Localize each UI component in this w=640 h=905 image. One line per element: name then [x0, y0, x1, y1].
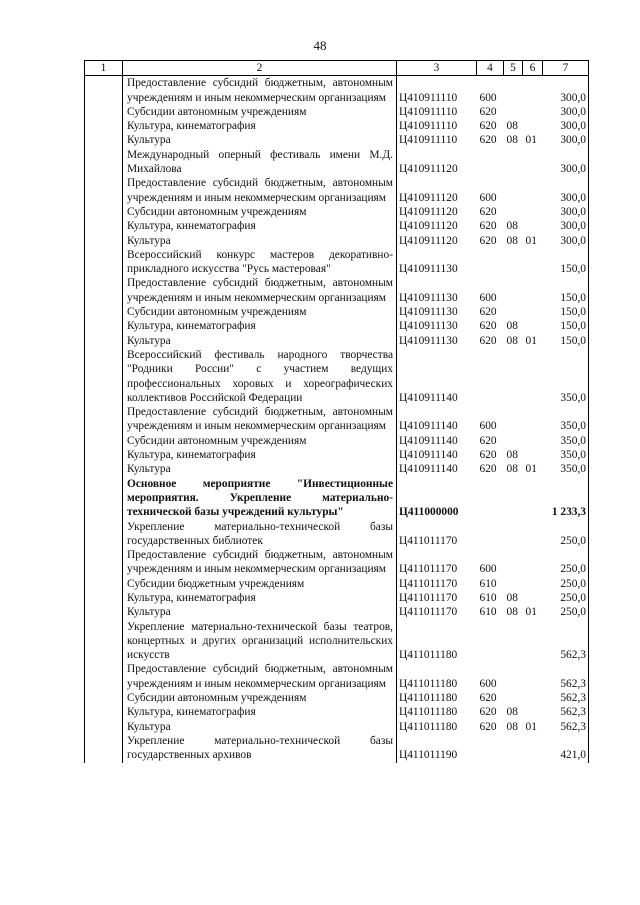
cell-col-1 — [85, 462, 123, 476]
cell-name: Культура, кинематография — [123, 591, 397, 605]
cell-sum: 300,0 — [543, 234, 589, 248]
cell-col-6: 01 — [525, 134, 537, 147]
cell-col-5 — [504, 248, 523, 277]
cell-col-6 — [523, 276, 543, 305]
table-row — [85, 119, 589, 133]
cell-col-4: 620 — [479, 220, 497, 233]
cell-col-5: 08 — [506, 220, 518, 233]
cell-col-4 — [477, 477, 504, 520]
cell-code: Ц411011180 — [399, 706, 458, 719]
cell-name: Культура, кинематография — [123, 319, 397, 333]
cell-col-1 — [85, 720, 123, 734]
cell-code: Ц410911110 — [399, 134, 458, 147]
cell-col-6 — [523, 148, 543, 177]
cell-col-5: 08 — [506, 591, 518, 604]
table-row — [85, 620, 589, 663]
cell-col-5: 08 — [506, 449, 518, 462]
cell-col-6 — [523, 620, 543, 663]
cell-col-6 — [523, 319, 543, 333]
cell-code: Ц410911140 — [399, 420, 458, 433]
cell-col-1 — [85, 691, 123, 705]
cell-code: Ц410911110 — [399, 91, 458, 104]
header-col-2: 2 — [123, 61, 397, 76]
cell-sum: 421,0 — [543, 734, 589, 763]
cell-col-6: 01 — [525, 334, 537, 347]
cell-code: Ц411011180 — [399, 692, 458, 705]
cell-col-4 — [477, 248, 504, 277]
table-row — [85, 219, 589, 233]
cell-col-5: 08 — [506, 120, 518, 133]
cell-col-6 — [523, 348, 543, 405]
cell-col-6 — [523, 434, 543, 448]
cell-sum: 562,3 — [543, 620, 589, 663]
table-row — [85, 734, 589, 763]
table-row — [85, 591, 589, 605]
cell-sum: 350,0 — [543, 462, 589, 476]
cell-name: Укрепление материально-технической базы государственных библиотек — [123, 520, 397, 549]
cell-col-1 — [85, 662, 123, 691]
cell-col-6 — [523, 477, 543, 520]
cell-col-5 — [504, 662, 523, 691]
table-row — [85, 305, 589, 319]
cell-sum: 250,0 — [543, 520, 589, 549]
cell-col-1 — [85, 477, 123, 520]
cell-name: Культура, кинематография — [123, 705, 397, 719]
page-number: 48 — [313, 38, 327, 53]
cell-sum: 562,3 — [543, 662, 589, 691]
cell-col-5 — [504, 520, 523, 549]
cell-sum: 150,0 — [543, 319, 589, 333]
cell-col-5 — [504, 577, 523, 591]
table-row — [85, 434, 589, 448]
cell-code: Ц410911120 — [399, 163, 458, 176]
cell-sum: 150,0 — [543, 305, 589, 319]
cell-col-1 — [85, 248, 123, 277]
cell-col-5: 08 — [506, 606, 518, 619]
cell-sum: 300,0 — [543, 219, 589, 233]
cell-col-5: 08 — [506, 720, 518, 733]
table-row — [85, 577, 589, 591]
cell-col-1 — [85, 76, 123, 105]
table-row — [85, 205, 589, 219]
cell-col-6 — [523, 76, 543, 105]
cell-name: Предоставление субсидий бюджетным, автономным учреждениям и иным некоммерческим организациям — [123, 176, 397, 205]
cell-col-5 — [504, 76, 523, 105]
cell-sum: 300,0 — [543, 105, 589, 119]
cell-col-1 — [85, 234, 123, 248]
cell-col-1 — [85, 276, 123, 305]
cell-sum: 350,0 — [543, 348, 589, 405]
cell-name: Культура — [123, 605, 397, 619]
cell-name: Культура, кинематография — [123, 219, 397, 233]
cell-code: Ц411011170 — [399, 563, 458, 576]
cell-col-5 — [504, 434, 523, 448]
cell-sum: 562,3 — [543, 705, 589, 719]
cell-sum: 150,0 — [543, 248, 589, 277]
table-row — [85, 319, 589, 333]
header-col-6: 6 — [523, 61, 543, 76]
cell-col-1 — [85, 434, 123, 448]
cell-name: Всероссийский фестиваль народного творчества "Родники России" с участием ведущих профессиональных хоровых и хореографических коллективов Российской Федерации — [123, 348, 397, 405]
cell-col-5: 08 — [506, 463, 518, 476]
cell-col-5 — [504, 548, 523, 577]
cell-name: Субсидии автономным учреждениям — [123, 205, 397, 219]
table-row — [85, 76, 589, 105]
cell-col-1 — [85, 334, 123, 348]
table-row — [85, 691, 589, 705]
cell-sum: 300,0 — [543, 119, 589, 133]
cell-col-5 — [504, 691, 523, 705]
cell-sum: 150,0 — [543, 276, 589, 305]
table-row — [85, 548, 589, 577]
cell-col-4 — [477, 148, 504, 177]
cell-col-1 — [85, 620, 123, 663]
cell-col-4: 620 — [479, 334, 497, 347]
cell-name: Предоставление субсидий бюджетным, автономным учреждениям и иным некоммерческим организациям — [123, 276, 397, 305]
cell-col-4: 600 — [479, 291, 497, 304]
cell-col-1 — [85, 205, 123, 219]
cell-name: Предоставление субсидий бюджетным, автономным учреждениям и иным некоммерческим организациям — [123, 548, 397, 577]
cell-name: Укрепление материально-технической базы театров, концертных и других организаций исполнительских искусств — [123, 620, 397, 663]
cell-col-4: 600 — [479, 91, 497, 104]
cell-col-5: 08 — [506, 134, 518, 147]
cell-code: Ц410911140 — [399, 449, 458, 462]
cell-col-4: 620 — [479, 120, 497, 133]
cell-name: Предоставление субсидий бюджетным, автономным учреждениям и иным некоммерческим организациям — [123, 662, 397, 691]
cell-col-4: 620 — [479, 449, 497, 462]
cell-col-1 — [85, 105, 123, 119]
cell-col-1 — [85, 119, 123, 133]
cell-col-5 — [504, 176, 523, 205]
cell-col-1 — [85, 734, 123, 763]
cell-col-5: 08 — [506, 234, 518, 247]
cell-col-4: 620 — [479, 434, 497, 447]
cell-sum: 350,0 — [543, 434, 589, 448]
cell-col-5 — [504, 734, 523, 763]
cell-sum: 300,0 — [543, 205, 589, 219]
cell-name: Международный оперный фестиваль имени М.Д. Михайлова — [123, 148, 397, 177]
cell-col-5 — [504, 105, 523, 119]
cell-col-4 — [477, 734, 504, 763]
cell-col-1 — [85, 405, 123, 434]
cell-name: Культура, кинематография — [123, 448, 397, 462]
cell-code: Ц411011190 — [399, 749, 458, 762]
cell-col-4: 620 — [479, 720, 497, 733]
cell-sum: 250,0 — [543, 605, 589, 619]
table-body — [85, 76, 589, 763]
cell-col-1 — [85, 705, 123, 719]
cell-col-6: 01 — [525, 463, 537, 476]
table-row — [85, 234, 589, 248]
cell-col-6 — [523, 734, 543, 763]
cell-col-4: 620 — [479, 463, 497, 476]
cell-col-1 — [85, 305, 123, 319]
cell-name: Культура — [123, 334, 397, 348]
cell-code: Ц410911110 — [399, 120, 458, 133]
cell-name: Культура, кинематография — [123, 119, 397, 133]
cell-sum: 350,0 — [543, 448, 589, 462]
cell-code: Ц411011180 — [399, 677, 458, 690]
cell-code: Ц410911110 — [399, 105, 458, 118]
cell-col-6 — [523, 248, 543, 277]
header-col-3: 3 — [397, 61, 477, 76]
cell-code: Ц410911120 — [399, 220, 458, 233]
cell-col-1 — [85, 591, 123, 605]
cell-name: Культура — [123, 720, 397, 734]
table-row — [85, 176, 589, 205]
cell-col-1 — [85, 219, 123, 233]
header-col-1: 1 — [85, 61, 123, 76]
cell-code: Ц410911140 — [399, 434, 458, 447]
cell-col-1 — [85, 319, 123, 333]
cell-name: Субсидии автономным учреждениям — [123, 305, 397, 319]
cell-col-6 — [523, 662, 543, 691]
cell-col-4: 620 — [479, 320, 497, 333]
cell-sum: 350,0 — [543, 405, 589, 434]
cell-col-4: 610 — [479, 577, 497, 590]
header-col-7: 7 — [543, 61, 589, 76]
cell-col-6 — [523, 305, 543, 319]
cell-col-4: 600 — [479, 677, 497, 690]
cell-name: Субсидии бюджетным учреждениям — [123, 577, 397, 591]
cell-name: Основное мероприятие "Инвестиционные мероприятия. Укрепление материально-технической базы учреждений культуры" — [123, 477, 397, 520]
cell-col-4: 620 — [479, 105, 497, 118]
cell-col-6 — [523, 548, 543, 577]
cell-col-5 — [504, 348, 523, 405]
table-row — [85, 405, 589, 434]
cell-sum: 562,3 — [543, 720, 589, 734]
cell-sum: 300,0 — [543, 176, 589, 205]
header-row — [85, 61, 589, 76]
table-row — [85, 477, 589, 520]
table-row — [85, 705, 589, 719]
cell-col-6 — [523, 577, 543, 591]
table-row — [85, 605, 589, 619]
budget-table — [84, 60, 589, 763]
cell-code: Ц411000000 — [399, 506, 459, 519]
cell-col-5: 08 — [506, 320, 518, 333]
cell-col-6 — [523, 205, 543, 219]
cell-col-4: 620 — [479, 306, 497, 319]
cell-col-1 — [85, 548, 123, 577]
cell-col-1 — [85, 148, 123, 177]
cell-sum: 250,0 — [543, 548, 589, 577]
table-row — [85, 662, 589, 691]
table-row — [85, 105, 589, 119]
cell-col-1 — [85, 448, 123, 462]
cell-col-4 — [477, 520, 504, 549]
cell-code: Ц410911140 — [399, 463, 458, 476]
cell-col-6 — [523, 448, 543, 462]
cell-col-6 — [523, 176, 543, 205]
table-row — [85, 348, 589, 405]
cell-sum: 250,0 — [543, 591, 589, 605]
cell-col-6 — [523, 520, 543, 549]
cell-col-4: 620 — [479, 205, 497, 218]
cell-col-5 — [504, 305, 523, 319]
cell-col-4 — [477, 620, 504, 663]
table-row — [85, 133, 589, 147]
cell-name: Субсидии автономным учреждениям — [123, 691, 397, 705]
table-row — [85, 248, 589, 277]
cell-sum: 300,0 — [543, 76, 589, 105]
cell-name: Культура — [123, 133, 397, 147]
cell-col-6: 01 — [525, 234, 537, 247]
cell-code: Ц410911120 — [399, 191, 458, 204]
cell-col-1 — [85, 605, 123, 619]
cell-sum: 150,0 — [543, 334, 589, 348]
header-col-4: 4 — [477, 61, 504, 76]
cell-name: Предоставление субсидий бюджетным, автономным учреждениям и иным некоммерческим организациям — [123, 76, 397, 105]
cell-col-1 — [85, 577, 123, 591]
cell-col-4: 620 — [479, 134, 497, 147]
cell-code: Ц410911140 — [399, 391, 458, 404]
cell-code: Ц410911130 — [399, 306, 458, 319]
cell-name: Субсидии автономным учреждениям — [123, 434, 397, 448]
cell-col-5 — [504, 148, 523, 177]
cell-col-6 — [523, 705, 543, 719]
cell-col-4: 600 — [479, 563, 497, 576]
table-row — [85, 462, 589, 476]
cell-col-1 — [85, 176, 123, 205]
cell-sum: 300,0 — [543, 133, 589, 147]
cell-code: Ц410911120 — [399, 234, 458, 247]
cell-code: Ц410911130 — [399, 291, 458, 304]
cell-name: Предоставление субсидий бюджетным, автономным учреждениям и иным некоммерческим организациям — [123, 405, 397, 434]
cell-col-1 — [85, 520, 123, 549]
cell-col-4: 600 — [479, 191, 497, 204]
table-row — [85, 148, 589, 177]
cell-col-1 — [85, 133, 123, 147]
cell-col-5 — [504, 405, 523, 434]
cell-col-6: 01 — [525, 720, 537, 733]
cell-sum: 250,0 — [543, 577, 589, 591]
cell-sum: 1 233,3 — [543, 477, 589, 520]
cell-code: Ц410911130 — [399, 320, 458, 333]
cell-name: Укрепление материально-технической базы государственных архивов — [123, 734, 397, 763]
cell-col-6 — [523, 219, 543, 233]
cell-col-4: 620 — [479, 692, 497, 705]
cell-col-6 — [523, 105, 543, 119]
cell-col-6 — [523, 691, 543, 705]
cell-col-5 — [504, 477, 523, 520]
cell-name: Культура — [123, 234, 397, 248]
cell-name: Всероссийский конкурс мастеров декоративно-прикладного искусства "Русь мастеровая" — [123, 248, 397, 277]
cell-code: Ц411011170 — [399, 606, 458, 619]
cell-col-5 — [504, 205, 523, 219]
cell-code: Ц410911130 — [399, 334, 458, 347]
cell-code: Ц411011180 — [399, 720, 458, 733]
cell-code: Ц411011170 — [399, 577, 458, 590]
cell-code: Ц411011170 — [399, 591, 458, 604]
cell-col-6 — [523, 405, 543, 434]
cell-col-4: 620 — [479, 706, 497, 719]
cell-name: Культура — [123, 462, 397, 476]
cell-code: Ц410911120 — [399, 205, 458, 218]
cell-col-4: 610 — [479, 591, 497, 604]
cell-col-6 — [523, 119, 543, 133]
table-row — [85, 334, 589, 348]
cell-sum: 562,3 — [543, 691, 589, 705]
cell-col-5: 08 — [506, 334, 518, 347]
table-row — [85, 276, 589, 305]
table-row — [85, 520, 589, 549]
cell-col-1 — [85, 348, 123, 405]
table-row — [85, 720, 589, 734]
cell-col-4: 620 — [479, 234, 497, 247]
cell-code: Ц411011180 — [399, 649, 458, 662]
cell-name: Субсидии автономным учреждениям — [123, 105, 397, 119]
cell-col-5 — [504, 276, 523, 305]
cell-col-5: 08 — [506, 706, 518, 719]
cell-code: Ц410911130 — [399, 263, 458, 276]
cell-sum: 300,0 — [543, 148, 589, 177]
cell-col-4 — [477, 348, 504, 405]
cell-col-4: 610 — [479, 606, 497, 619]
cell-col-6 — [523, 591, 543, 605]
header-col-5: 5 — [504, 61, 523, 76]
cell-col-6: 01 — [525, 606, 537, 619]
cell-col-4: 600 — [479, 420, 497, 433]
cell-code: Ц411011170 — [399, 534, 458, 547]
table-row — [85, 448, 589, 462]
cell-col-5 — [504, 620, 523, 663]
